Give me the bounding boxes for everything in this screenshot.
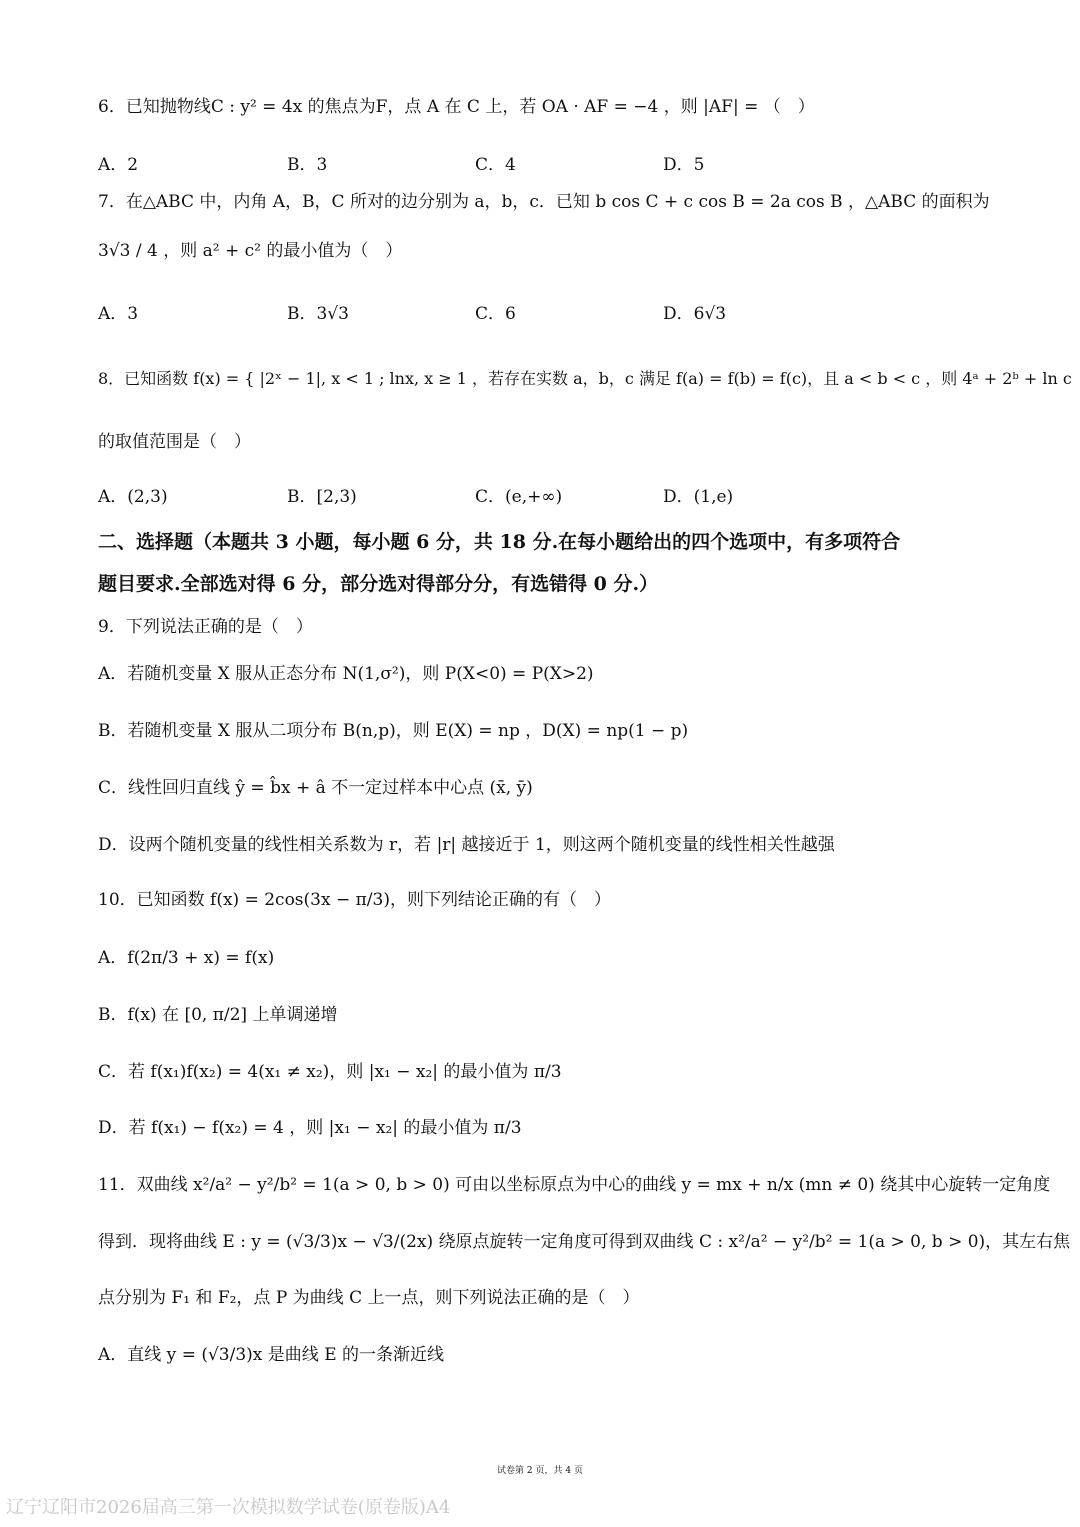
q9-option-d: D．设两个随机变量的线性相关系数为 r，若 |r| 越接近于 1，则这两个随机变量的线性相关性越强 xyxy=(98,835,835,855)
q7-option-b: B．3√3 xyxy=(287,304,349,324)
q6-option-b: B．3 xyxy=(287,155,328,175)
q11-stem-line3: 点分别为 F₁ 和 F₂，点 P 为曲线 C 上一点，则下列说法正确的是（ ） xyxy=(98,1288,640,1308)
section2-heading-line1: 二、选择题（本题共 3 小题，每小题 6 分，共 18 分.在每小题给出的四个选项中，有多项符合 xyxy=(98,531,901,553)
q7-stem-line2: 3√3 / 4 ，则 a² + c² 的最小值为（ ） xyxy=(98,241,403,261)
q11-option-a: A．直线 y = (√3/3)x 是曲线 E 的一条渐近线 xyxy=(98,1345,445,1365)
q10-option-b: B．f(x) 在 [0, π/2] 上单调递增 xyxy=(98,1005,338,1025)
q11-stem-line2: 得到．现将曲线 E : y = (√3/3)x − √3/(2x) 绕原点旋转一定角度可得到双曲线 C : x²/a² − y²/b² = 1(a > 0, b > 0)，其左右焦 xyxy=(98,1232,1071,1252)
q7-option-c: C．6 xyxy=(475,304,516,324)
page-footer: 试卷第 2 页，共 4 页 xyxy=(497,1466,583,1476)
q10-stem: 10．已知函数 f(x) = 2cos(3x − π/3)，则下列结论正确的有（ ） xyxy=(98,890,611,910)
q6-option-d: D．5 xyxy=(663,155,705,175)
q6-stem: 6．已知抛物线C : y² = 4x 的焦点为F，点 A 在 C 上，若 OA · AF = −4 ，则 |AF| = （ ） xyxy=(98,97,815,117)
watermark: 辽宁辽阳市2026届高三第一次模拟数学试卷(原卷版)A4 xyxy=(6,1497,451,1518)
q9-option-b: B．若随机变量 X 服从二项分布 B(n,p)，则 E(X) = np ，D(X) = np(1 − p) xyxy=(98,721,689,741)
q9-option-a: A．若随机变量 X 服从正态分布 N(1,σ²)，则 P(X<0) = P(X>2) xyxy=(98,664,594,684)
q10-option-c: C．若 f(x₁)f(x₂) = 4(x₁ ≠ x₂)，则 |x₁ − x₂| 的最小值为 π/3 xyxy=(98,1062,562,1082)
q9-stem: 9．下列说法正确的是（ ） xyxy=(98,617,313,637)
q8-stem-line2: 的取值范围是（ ） xyxy=(98,432,251,452)
q9-option-c: C．线性回归直线 ŷ = b̂x + â 不一定过样本中心点 (x̄, ȳ) xyxy=(98,778,533,798)
section2-heading-line2: 题目要求.全部选对得 6 分，部分选对得部分分，有选错得 0 分.） xyxy=(98,573,659,595)
q10-option-a: A．f(2π/3 + x) = f(x) xyxy=(98,948,275,968)
q10-option-d: D．若 f(x₁) − f(x₂) = 4 ，则 |x₁ − x₂| 的最小值为 π/3 xyxy=(98,1118,522,1138)
q6-option-c: C．4 xyxy=(475,155,516,175)
q7-stem-line1: 7．在△ABC 中，内角 A，B，C 所对的边分别为 a，b，c．已知 b cos C + c cos B = 2a cos B ，△ABC 的面积为 xyxy=(98,192,990,212)
q8-stem-line1: 8．已知函数 f(x) = { |2ˣ − 1|, x < 1 ; lnx, x ≥ 1 ，若存在实数 a，b，c 满足 f(a) = f(b) = f(c)，且 a < b < c ，则 4ᵃ + 2ᵇ + ln c xyxy=(98,369,1072,388)
q7-option-a: A．3 xyxy=(98,304,139,324)
q8-option-b: B．[2,3) xyxy=(287,487,357,507)
q8-option-d: D．(1,e) xyxy=(663,487,734,507)
q6-option-a: A．2 xyxy=(98,155,139,175)
q8-option-a: A．(2,3) xyxy=(98,487,168,507)
q8-option-c: C．(e,+∞) xyxy=(475,487,563,507)
q7-option-d: D．6√3 xyxy=(663,304,727,324)
q11-stem-line1: 11．双曲线 x²/a² − y²/b² = 1(a > 0, b > 0) 可由以坐标原点为中心的曲线 y = mx + n/x (mn ≠ 0) 绕其中心旋转一定角度 xyxy=(98,1175,1051,1195)
